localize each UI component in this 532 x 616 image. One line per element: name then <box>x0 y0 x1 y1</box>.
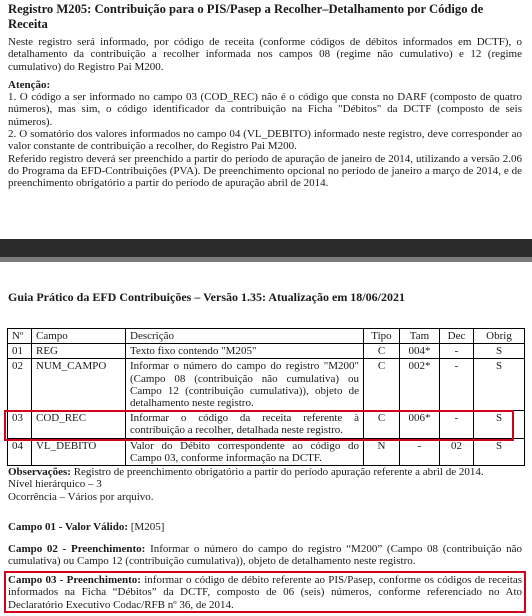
table-cell: NUM_CAMPO <box>32 359 126 411</box>
guide-header <box>8 290 522 305</box>
table-cell: - <box>440 411 474 438</box>
table-cell: S <box>474 344 525 359</box>
table-cell: Valor do Débito correspondente ao código do Campo 03, conforme informação na DCTF. <box>126 438 364 465</box>
table-cell: 02 <box>8 359 32 411</box>
table-row <box>8 438 525 465</box>
attention-label: Atenção: <box>8 78 51 91</box>
table-cell: Texto fixo contendo "M205" <box>126 344 364 359</box>
header-cell: Dec <box>440 329 474 344</box>
campo-02 <box>8 543 522 568</box>
table-cell: Informar o número do campo do registro "M200" (Campo 08 (contribuição não cumulativa) ou Campo 12 (contribuição cumulativa)), objeto de detalhamento neste registro. <box>126 359 364 411</box>
campo-03-text: informar o código de débito referente ao PIS/Pasep, conforme os códigos de receitas informados na Ficha “Débitos” da DCTF, composto de 06 (seis) números, conforme referenciado no Ato Declaratório Executivo Codac/RFB nº 36, de 2014. <box>8 574 522 611</box>
page-separator <box>0 239 532 257</box>
intro-paragraph: Neste registro será informado, por código de receita (conforme códigos de débitos informados em DCTF), o detalhamento da contribuição a recolher informada nos campos 08 (regime não cumulativo) e 12 (regime cumulativo) do Registro Pai M200. <box>8 36 522 73</box>
observations-label: Observações: <box>8 466 71 478</box>
top-section <box>8 2 522 190</box>
table-cell: N <box>364 438 400 465</box>
table-cell: S <box>474 359 525 411</box>
register-title: Registro M205: Contribuição para o PIS/Pasep a Recolher–Detalhamento por Código de Receita <box>8 2 484 31</box>
table-cell: C <box>364 344 400 359</box>
table-cell: 006* <box>400 411 440 438</box>
table-cell: - <box>440 344 474 359</box>
table-cell: 002* <box>400 359 440 411</box>
page-separator-shadow <box>0 257 532 262</box>
table-cell: - <box>440 359 474 411</box>
note-1: 1. O código a ser informado no campo 03 (COD_REC) não é o código que consta no DARF (composto de quatro números), mas sim, o código identificador da contribuição na Ficha "Débitos" da DCTF (composto de seis números). <box>8 91 522 128</box>
header-cell: Campo <box>32 329 126 344</box>
header-cell: Descrição <box>126 329 364 344</box>
header-cell: Nº <box>8 329 32 344</box>
ocorrencia: Ocorrência – Vários por arquivo. <box>8 490 154 503</box>
campo-01-label: Campo 01 - Valor Válido: <box>8 521 129 533</box>
campo-01-text: [M205] <box>128 521 165 533</box>
table-cell: Informar o código da receita referente à contribuição a recolher, detalhada neste registro. <box>126 411 364 438</box>
table-cell: 02 <box>440 438 474 465</box>
header-cell: Obrig <box>474 329 525 344</box>
table-cell: S <box>474 438 525 465</box>
table-row <box>8 359 525 411</box>
table-cell: COD_REC <box>32 411 126 438</box>
table-cell: 004* <box>400 344 440 359</box>
nivel-hierarquico: Nível hierárquico – 3 <box>8 478 102 491</box>
campo-02-label: Campo 02 - Preenchimento: <box>8 543 146 555</box>
table-row <box>8 344 525 359</box>
campo-01 <box>8 521 522 533</box>
observations <box>8 466 522 503</box>
campo-02-text: Informar o número do campo do registro “M200” (Campo 08 (contribuição não cumulativa) ou Campo 12 (contribuição cumulativa)), objeto de detalhamento neste registro. <box>8 543 523 568</box>
fields-table-wrap <box>7 328 521 466</box>
observations-text: Registro de preenchimento obrigatório a partir do período apuração referente a abril de 2014. <box>70 466 484 478</box>
note-3: Referido registro deverá ser preenchido a partir do período de apuração de janeiro de 2014, utilizando a versão 2.06 do Programa da EFD-Contribuições (PVA). De preenchimento opcional no período de janeiro a março de 2014, e de preenchimento obrigatório a partir do período de apuração abril de 2014. <box>8 152 522 190</box>
table-cell: 01 <box>8 344 32 359</box>
header-cell: Tam <box>400 329 440 344</box>
campo-03-highlight <box>4 571 526 613</box>
header-cell: Tipo <box>364 329 400 344</box>
guide-title: Guia Prático da EFD Contribuições – Versão 1.35: Atualização em 18/06/2021 <box>8 290 405 304</box>
table-cell: C <box>364 411 400 438</box>
table-cell: REG <box>32 344 126 359</box>
table-header-row <box>8 329 525 344</box>
cod-rec-row-highlight <box>4 410 514 441</box>
note-2: 2. O somatório dos valores informados no campo 04 (VL_DEBITO) informado neste registro, deve corresponder ao valor constante de contribuição a recolher, do Registro Pai M200. <box>8 128 522 153</box>
table-cell: C <box>364 359 400 411</box>
fields-table <box>7 328 525 466</box>
table-cell: - <box>400 438 440 465</box>
table-cell: 03 <box>8 411 32 438</box>
table-cell: VL_DEBITO <box>32 438 126 465</box>
table-cell: 04 <box>8 438 32 465</box>
campo-03-label: Campo 03 - Preenchimento: <box>8 574 141 586</box>
table-cell: S <box>474 411 525 438</box>
